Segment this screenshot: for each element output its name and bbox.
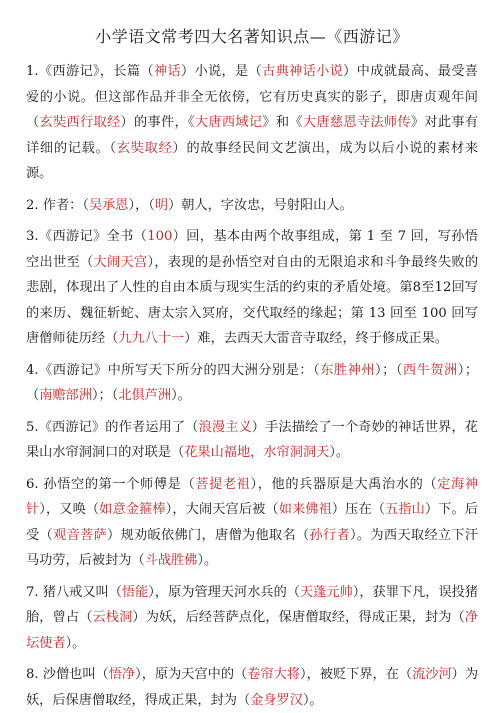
highlighted-answer: 玄奘西行取经 — [39, 115, 121, 130]
highlighted-answer: 南赡部洲 — [39, 388, 92, 403]
knowledge-point-7 — [26, 580, 478, 657]
body-text: ）；（ — [375, 362, 403, 378]
body-text: ）中成就最高、最受喜爱的小说。但这部作品并非全无依傍，它有历史真实的影子，即唐贞观年间（ — [26, 64, 478, 130]
knowledge-point-list — [26, 59, 478, 713]
page-title: 小学语文常考四大名著知识点—《西游记》 — [95, 27, 409, 46]
body-text: ）为妖，后经菩萨点化，保唐僧取经，得成正果，封为（ — [132, 610, 465, 625]
highlighted-answer: 大唐慈恩寺法师传 — [302, 115, 411, 130]
body-text: ）手法描绘了一个奇妙的神话世界，花果山水帘洞洞口的对联是（ — [26, 419, 478, 460]
highlighted-answer: 定海神针 — [26, 476, 479, 517]
highlighted-answer: 孙行者 — [309, 527, 350, 543]
knowledge-point-6 — [26, 472, 478, 574]
body-text: ）为妖，后保唐僧取经，得成正果，封为（ — [26, 667, 479, 708]
highlighted-answer: 玄奘取经 — [116, 140, 173, 156]
highlighted-answer: 斗战胜佛 — [144, 553, 198, 568]
body-text: ）下。后受（ — [26, 502, 479, 543]
highlighted-answer: 云栈洞 — [92, 610, 133, 625]
body-text: ）；（ — [26, 362, 479, 403]
body-text: 》对此事有详细的记载。（ — [26, 115, 479, 156]
highlighted-answer: 东胜神州 — [320, 362, 376, 378]
highlighted-answer: 大闹天宫 — [93, 254, 148, 270]
body-text: ），又唤（ — [39, 502, 100, 517]
highlighted-answer: 流沙河 — [412, 667, 452, 682]
body-text: ）；（ — [91, 388, 119, 403]
highlighted-answer: 花果山福地，水帘洞洞天 — [184, 445, 330, 460]
knowledge-point-5 — [26, 415, 478, 466]
knowledge-point-2 — [26, 193, 478, 219]
highlighted-answer: 悟净 — [108, 667, 136, 682]
highlighted-answer: 卷帘大将 — [247, 667, 300, 682]
body-text: ），获罪下凡，误投猪胎，曾占（ — [26, 584, 479, 625]
knowledge-point-4 — [26, 358, 478, 409]
highlighted-answer: 神话 — [153, 64, 181, 79]
body-text: ）。 — [65, 635, 86, 651]
body-text: 6. 孙悟空的第一个师傅是（ — [26, 476, 196, 492]
highlighted-answer: 观音菩萨 — [53, 527, 107, 543]
highlighted-answer: 浪漫主义 — [198, 419, 252, 435]
knowledge-point-3 — [26, 224, 478, 352]
body-text: ）难，去西天大雷音寺取经，终于修成正果。 — [184, 331, 448, 346]
body-text: ）规劝皈依佛门，唐僧为他取名（ — [107, 527, 310, 543]
body-text: ），原为天宫中的（ — [135, 667, 248, 682]
body-text: ）的故事经民间文艺演出，成为以后小说的素材来源。 — [26, 140, 479, 181]
highlighted-answer: 吴承恩 — [88, 197, 129, 213]
highlighted-answer: 明 — [154, 197, 169, 213]
body-text: 5.《西游记》的作者运用了（ — [26, 419, 199, 435]
body-text: ）压在（ — [331, 502, 386, 517]
body-text: ）。 — [197, 553, 218, 568]
highlighted-answer: 天蓬元帅 — [299, 584, 353, 600]
body-text: ）。为西天取经立下汗马功劳，后被封为（ — [26, 527, 479, 568]
highlighted-answer: 金身罗汉 — [250, 692, 303, 708]
knowledge-point-1 — [26, 59, 478, 187]
body-text: ）。 — [302, 692, 323, 708]
highlighted-answer: 100 — [147, 229, 173, 244]
highlighted-answer: 古典神话小说 — [262, 64, 344, 79]
body-text: 2. 作者：（ — [26, 197, 89, 213]
body-text: ），表现的是孙悟空对自由的无限追求和斗争最终失败的悲剧，体现出了人性的自由本质与现实生活的约束的矛盾处境。第8至12回写的来历、魏征斩蛇、唐太宗入冥府，交代取经的缘起；第 13 回至 100 回写唐僧师徒历经（ — [26, 254, 479, 346]
body-text: ），原为管理天河水兵的（ — [148, 584, 300, 600]
highlighted-answer: 菩提老祖 — [195, 476, 251, 492]
body-text: ）。 — [329, 445, 350, 460]
body-text: ），（ — [128, 197, 155, 213]
body-text: ）回，基本由两个故事组成，第 1 至 7 回，写孙悟空出世至（ — [26, 229, 478, 270]
highlighted-answer: 大唐西域记 — [194, 115, 263, 130]
body-text: 》和《 — [262, 115, 303, 130]
highlighted-answer: 净坛使者 — [26, 610, 479, 651]
body-text: ）小说，是（ — [180, 64, 263, 79]
body-text: ），被贬下界，在（ — [299, 667, 413, 682]
body-text: 1.《西游记》，长篇（ — [26, 64, 154, 79]
body-text: ）的事件，《 — [120, 115, 195, 130]
body-text: 3.《西游记》全书（ — [26, 229, 148, 244]
highlighted-answer: 如意金箍棒 — [99, 502, 166, 517]
highlighted-answer: 如来佛祖 — [278, 502, 332, 517]
knowledge-point-8 — [26, 662, 478, 713]
highlighted-answer: 悟能 — [121, 584, 149, 600]
highlighted-answer: 北俱芦洲 — [118, 388, 172, 403]
highlighted-answer: 五指山 — [385, 502, 425, 517]
body-text: ）朝人，字汝忠，号射阳山人。 — [168, 197, 353, 213]
highlighted-answer: 西牛贺洲 — [402, 362, 458, 378]
body-text: 4.《西游记》中所写天下所分的四大洲分别是：（ — [26, 362, 321, 378]
body-text: ），他的兵器原是大禹治水的（ — [250, 476, 438, 492]
highlighted-answer: 九九八十一 — [118, 331, 185, 346]
body-text: ），大闹天宫后被（ — [165, 502, 279, 517]
body-text: 7. 猪八戒又叫（ — [26, 584, 122, 600]
body-text: 8. 沙僧也叫（ — [26, 667, 109, 682]
body-text: ）。 — [171, 388, 191, 403]
